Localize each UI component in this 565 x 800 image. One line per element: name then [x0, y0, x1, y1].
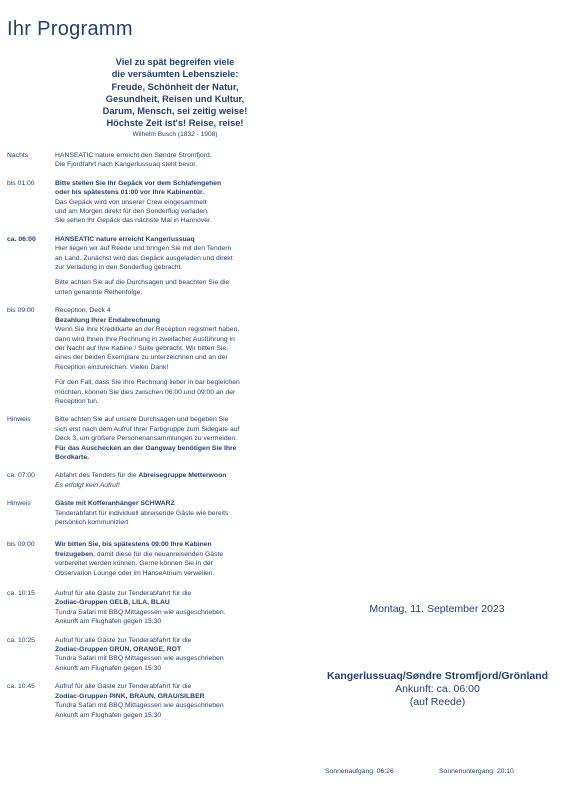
entry-line: freizugeben — [55, 550, 94, 558]
entry-line: Zodiac-Gruppen GRÜN, ORANGE, ROT — [55, 646, 182, 654]
poem-author: Wilhelm Busch (1832 - 1908) — [132, 130, 218, 138]
entry-body — [55, 179, 307, 226]
entry-time: bis 09:00 — [7, 541, 35, 549]
entry-line: Reception einzureichen. Vielen Dank! — [55, 363, 169, 371]
entry-line: Die Fjordfahrt nach Kangerlussuaq steht bevor. — [55, 161, 198, 169]
entry-line: Gäste mit Kofferanhänger SCHWARZ — [55, 500, 175, 508]
entry-line: Zodiac-Gruppen PINK, BRAUN, GRAU/SILBER — [55, 692, 205, 700]
entry-body — [55, 235, 307, 297]
entry-line: eines der beiden Exemplare zu unterzeichnen und an der — [55, 354, 228, 362]
entry-line: Für den Fall, dass Sie Ihre Rechnung lieber in bar begleichen — [55, 379, 240, 387]
sunrise-time: Sonnenaufgang: 06:26 — [325, 768, 394, 775]
entry-line: zur Verladung in den Sonderflug gebracht. — [55, 264, 183, 272]
entry-line: Wenn Sie Ihre Kreditkarte an der Reception registriert haben, — [55, 326, 240, 334]
entry-line: Tundra Safari mit BBQ Mittagessen wie ausgeschrieben. — [55, 608, 226, 616]
entry-line: vorbereitet werden können. Gerne können Sie in der — [55, 560, 213, 568]
entry-line: Bitte achten Sie auf unsere Durchsagen und begeben Sie — [55, 416, 229, 424]
schedule-entry — [7, 235, 307, 297]
entry-line: , damit diese für die neuanreisenden Gäste — [93, 550, 224, 558]
entry-body — [55, 415, 307, 462]
entry-time: ca. 10:45 — [7, 683, 35, 691]
entry-line: Bordkarte. — [55, 453, 89, 461]
entry-line: Hier liegen wir auf Reede und bringen Sie mit den Tendern — [55, 245, 232, 253]
entry-line: dann wird Ihnen Ihre Rechnung in zweifacher Ausführung in — [55, 335, 235, 343]
entry-line: und am Morgen direkt für den Sonderflug verladen. — [55, 208, 209, 216]
entry-body — [55, 151, 307, 170]
entry-line: Zodiac-Gruppen GELB, LILA, BLAU — [55, 599, 170, 607]
entry-line: Wir bitten Sie, bis spätestens 09:00 Ihre Kabinen — [55, 541, 212, 549]
entry-line: Bezahlung Ihrer Endabrechnung — [55, 316, 160, 324]
entry-line: HANSEATIC nature erreicht den Søndre Stromfjord. — [55, 152, 212, 159]
entry-line: HANSEATIC nature erreicht Kangerlussuaq — [55, 235, 195, 243]
entry-line: Für das Auschecken an der Gangway benötigen Sie Ihre — [55, 444, 237, 452]
entry-time: Hinweis — [7, 500, 31, 508]
entry-time: ca. 07:00 — [7, 472, 35, 480]
entry-line: Reception, Deck 4 — [55, 307, 111, 315]
entry-line: Reception tun. — [55, 397, 99, 405]
entry-line: sich erst nach dem Aufruf Ihrer Farbgruppe zum Sidegate auf — [55, 425, 240, 433]
poem — [60, 56, 290, 140]
schedule-entry — [7, 306, 307, 406]
entry-body — [55, 471, 307, 490]
entry-line: Aufruf für alle Gäste zur Tenderabfahrt für die — [55, 590, 192, 598]
entry-line: Tundra Safari mit BBQ Mittagessen wie ausgeschrieben — [55, 655, 224, 663]
poem-line: Höchste Zeit ist's! Reise, reise! — [106, 118, 244, 129]
entry-body — [55, 499, 307, 527]
poem-line: Darum, Mensch, sei zeitig weise! — [102, 106, 248, 117]
schedule-entry — [7, 415, 307, 462]
poem-line: die versäumten Lebensziele: — [111, 69, 239, 80]
entry-line: Bitte achten Sie auf die Durchsagen und beachten Sie die — [55, 279, 230, 287]
entry-line: an Land. Zunächst wird das Gepäck ausgeladen und direkt — [55, 254, 233, 262]
schedule — [7, 151, 307, 720]
schedule-entry — [7, 589, 307, 627]
entry-line: Sie sehen Ihr Gepäck das nächste Mal in Hannover. — [55, 217, 212, 225]
entry-time: Hinweis — [7, 416, 31, 424]
entry-time: ca. 06:00 — [7, 235, 36, 243]
entry-line: der Nacht auf Ihre Kabine / Suite gebracht. Wir bitten Sie, — [55, 344, 229, 352]
entry-body — [55, 636, 307, 674]
entry-line: Ankunft am Flughafen gegen 15:30 — [55, 711, 162, 719]
entry-body — [55, 589, 307, 627]
date-heading: Montag, 11. September 2023 — [369, 603, 505, 615]
entry-time: ca. 10:15 — [7, 590, 35, 598]
entry-line: Abreisegruppe Metterwoon — [138, 472, 227, 480]
entry-time: bis 09:00 — [7, 307, 35, 315]
entry-line: Bitte stellen Sie Ihr Gepäck vor dem Schlafengehen — [55, 179, 222, 187]
entry-line: Aufruf für alle Gäste zur Tenderabfahrt für die — [55, 683, 192, 691]
entry-line: Aufruf für alle Gäste zur Tenderabfahrt für die — [55, 636, 192, 644]
entry-line: unten genannte Reihenfolge. — [55, 288, 143, 296]
sunset-time: Sonnenuntergang: 20:10 — [439, 768, 514, 775]
entry-line: Abfahrt des Tenders für die — [55, 472, 139, 480]
poem-line: Gesundheit, Reisen und Kultur, — [105, 93, 245, 104]
entry-line: Ankunft am Flughafen gegen 15:30 — [55, 664, 162, 672]
poem-line: Freude, Schönheit der Natur, — [111, 81, 239, 92]
entry-line: Observation Lounge oder im HanseAtrium verweilen. — [55, 569, 215, 577]
entry-line: Das Gepäck wird von unserer Crew eingesammelt — [55, 198, 207, 206]
entry-body — [55, 540, 307, 578]
entry-line: Es erfolgt kein Aufruf! — [55, 481, 120, 489]
poem-line: Viel zu spät begreifen viele — [115, 57, 235, 67]
schedule-entry — [7, 179, 307, 226]
entry-line: oder bis spätestens 01:00 vor Ihre Kabinentür. — [55, 189, 205, 197]
schedule-entry — [7, 636, 307, 674]
port-name: Kangerlussuaq/Søndre Stromfjord/Grönland — [326, 670, 549, 682]
entry-time: Nachts — [7, 152, 29, 159]
schedule-entry — [7, 540, 307, 578]
port-info — [310, 670, 565, 709]
page-title: Ihr Programm — [7, 18, 133, 40]
entry-line: Deck 3, um größere Personenansammlungen zu vermeiden. — [55, 435, 238, 443]
entry-line: Tenderabfahrt für individuell abreisende Gäste wie bereits — [55, 509, 229, 517]
schedule-entry — [7, 151, 307, 170]
arrival-time: Ankunft: ca. 06:00 — [395, 683, 480, 695]
entry-line: Ankunft am Flughafen gegen 15:30 — [55, 618, 162, 626]
schedule-entry — [7, 499, 307, 527]
entry-line: Tundra Safari mit BBQ Mittagessen wie ausgeschrieben — [55, 702, 224, 710]
entry-time: bis 01:00 — [7, 179, 35, 187]
entry-body — [55, 306, 307, 406]
entry-time: ca. 10:25 — [7, 636, 35, 644]
schedule-entry — [7, 471, 307, 490]
entry-body — [55, 682, 307, 720]
schedule-entry — [7, 682, 307, 720]
anchor-note: (auf Reede) — [409, 696, 466, 708]
entry-line: persönlich kommuniziert — [55, 519, 129, 526]
entry-line: möchten, können Sie dies zwischen 06:00 und 09:00 an der — [55, 388, 236, 396]
